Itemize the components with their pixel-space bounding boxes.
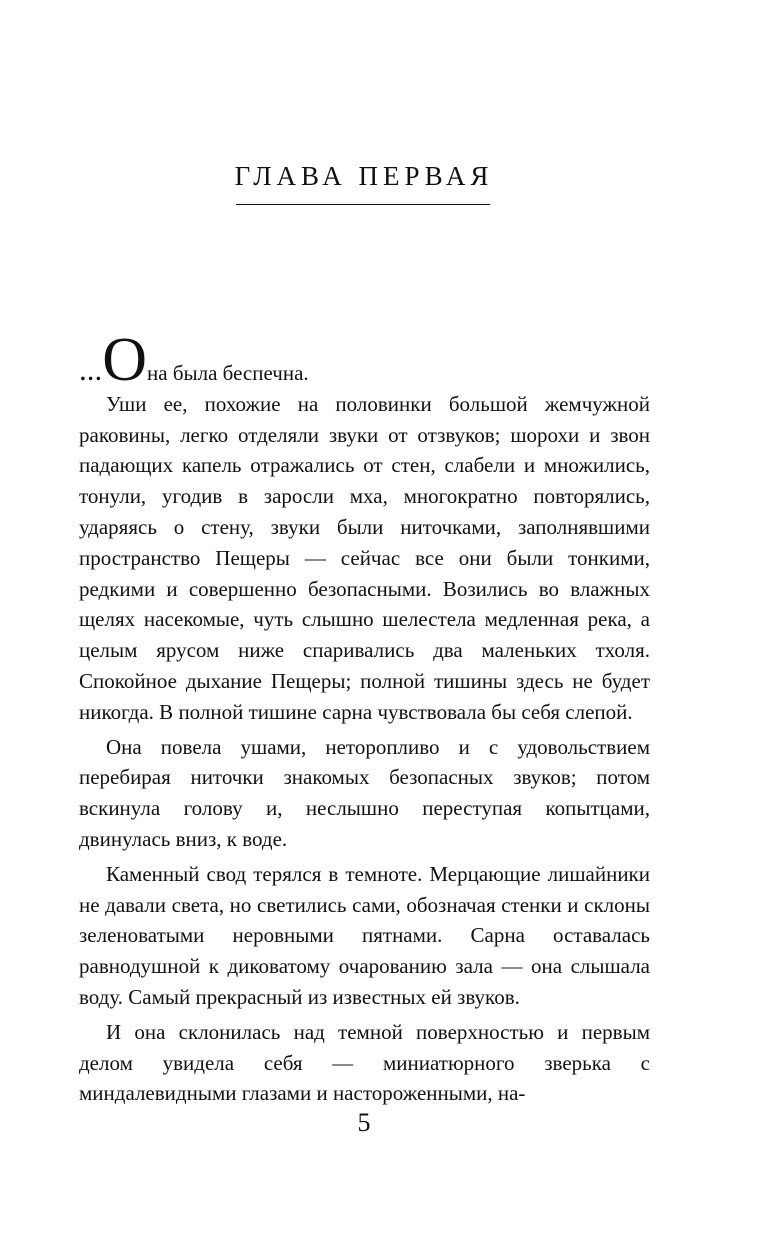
paragraph: Она повела ушами, неторопливо и с удовольствием перебирая ниточки знакомых безопасных звуков; потом вскинула голову и, неслышно переступая копытцами, двинулась вниз, к воде.	[79, 734, 650, 851]
page-number: 5	[357, 1108, 371, 1137]
paragraph: Уши ее, похожие на половинки большой жемчужной раковины, легко отделяли звуки от отзвуков; шорохи и звон падающих капель отражались от стен, слабели и множились, тонули, угодив в заросли мха, многократно повторялись, ударяясь о стену, звуки были ниточками, заполнявшими пространство Пещеры — сейчас все они были тонкими, редкими и совершенно безопасными. Возились во влажных щелях насекомые, чуть слышно шелестела медленная река, а целым ярусом ниже спаривались два маленьких тхоля. Спокойное дыхание Пещеры; полной тишины здесь не будет никогда. В полной тишине сарна чувствовала бы себя слепой.	[79, 391, 650, 724]
title-underline	[236, 204, 490, 205]
paragraph: Каменный свод терялся в темноте. Мерцающие лишайники не давали света, но светились сами, обозначая стенки и склоны зеленоватыми неровными пятнами. Сарна оставалась равнодушной к диковатому очарованию зала — она слышала воду. Самый прекрасный из известных ей звуков.	[79, 861, 650, 1009]
drop-cap: О	[102, 326, 148, 394]
opening-line	[79, 326, 650, 394]
chapter-title: ГЛАВА ПЕРВАЯ	[234, 161, 494, 191]
opening-text: на была беспечна.	[147, 361, 309, 385]
opening-ellipsis: ...	[79, 352, 103, 387]
paragraph: И она склонилась над темной поверхностью и первым делом увидела себя — миниатюрного зверька с миндалевидными глазами и настороженными, на-	[79, 1019, 650, 1106]
chapter-body	[79, 326, 650, 1113]
